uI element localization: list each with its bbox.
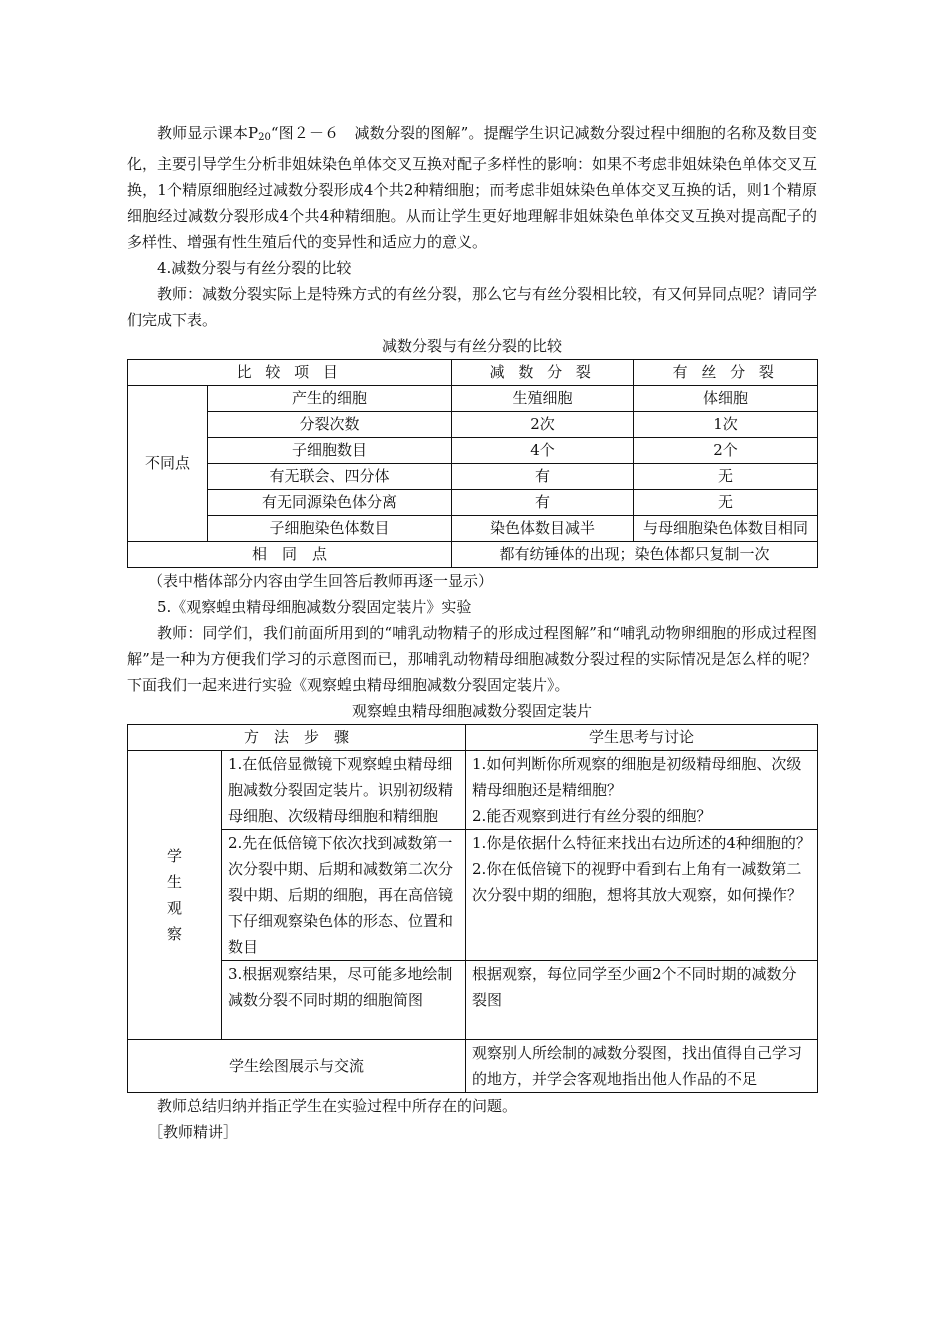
table-cell: 染色体数目减半 [452,516,634,542]
table-row [128,386,818,412]
closing-text: 教师总结归纳并指正学生在实验过程中所存在的问题。 [157,1097,518,1115]
discussion-line: 根据观察，每位同学至少画2个不同时期的减数分裂图 [472,965,797,1009]
group-label-vertical [128,751,222,1040]
table-cell: 子细胞染色体数目 [208,516,452,542]
same-label: 相 同 点 [128,542,452,568]
discussion-cell [466,830,818,961]
intro-paragraph [127,120,817,255]
table-header: 方 法 步 骤 [128,725,466,751]
table-cell: 产生的细胞 [208,386,452,412]
intro-page-sub: 20 [258,132,271,143]
table-note: （表中楷体部分内容由学生回答后教师再逐一显示） [148,572,494,590]
table-cell: 有 [452,464,634,490]
discussion-cell [466,961,818,1040]
table-cell: 与母细胞染色体数目相同 [634,516,818,542]
table-cell: 4个 [452,438,634,464]
intro-rest: “图２－６ 减数分裂的图解”。提醒学生识记减数分裂过程中细胞的名称及数目变化，主要引导学生分析非姐妹染色单体交叉互换对配子多样性的影响：如果不考虑非姐妹染色单体交叉互换，1个精原细胞经过减数分裂形成4个共2种精细胞；而考虑非姐妹染色单体交叉互换的话，则1个精原细胞经过减数分裂形成4个共4种精细胞。从而让学生更好地理解非姐妹染色单体交叉互换对提高配子的多样性、增强有性生殖后代的变异性和适应力的意义。 [127,124,818,251]
section4-text: 教师：减数分裂实际上是特殊方式的有丝分裂，那么它与有丝分裂相比较，有又何异同点呢？请同学们完成下表。 [127,285,818,329]
table-row [128,542,818,568]
table-cell: 2个 [634,438,818,464]
table-row [128,360,818,386]
table-cell: 无 [634,464,818,490]
table-cell: 生殖细胞 [452,386,634,412]
table-cell: 子细胞数目 [208,438,452,464]
comparison-table [127,359,818,568]
table2-caption: 观察蝗虫精母细胞减数分裂固定装片 [351,702,592,720]
discussion-line: 2.你在低倍镜下的视野中看到右上角有一减数第二次分裂中期的细胞，想将其放大观察，如何操作？ [472,860,803,904]
group-char: 学 [166,847,182,865]
table-row [128,490,818,516]
table1-caption: 减数分裂与有丝分裂的比较 [381,337,562,355]
table-header: 减 数 分 裂 [452,360,634,386]
table-cell: 有无同源染色体分离 [208,490,452,516]
section5-heading: 5.《观察蝗虫精母细胞减数分裂固定装片》实验 [157,598,472,616]
table-header: 学生思考与讨论 [466,725,818,751]
table-row [128,751,818,830]
table-row [128,1040,818,1093]
document-page [127,120,817,1145]
table-row [128,412,818,438]
last-value: 观察别人所绘制的减数分裂图，找出值得自己学习的地方，并学会客观地指出他人作品的不足 [466,1040,818,1093]
table-header: 有 丝 分 裂 [634,360,818,386]
table-cell: 有 [452,490,634,516]
table-row [128,516,818,542]
discussion-line: 2.能否观察到进行有丝分裂的细胞？ [472,807,712,825]
section5-text: 教师：同学们，我们前面所用到的“哺乳动物精子的形成过程图解”和“哺乳动物卵细胞的形成过程图解”是一种为方便我们学习的示意图而已，那哺乳动物精母细胞减数分裂过程的实际情况是怎么样的呢？下面我们一起来进行实验《观察蝗虫精母细胞减数分裂固定装片》。 [127,624,817,694]
discussion-cell [466,751,818,830]
step-cell: 2.先在低倍镜下依次找到减数第一次分裂中期、后期和减数第二次分裂中期、后期的细胞，再在高倍镜下仔细观察染色体的形态、位置和数目 [222,830,466,961]
table-row [128,438,818,464]
table-cell: 无 [634,490,818,516]
table-header: 比 较 项 目 [128,360,452,386]
intro-prefix: 教师显示课本P [157,124,259,142]
table-row [128,830,818,961]
group-char: 察 [166,925,182,943]
step-cell: 3.根据观察结果，尽可能多地绘制减数分裂不同时期的细胞简图 [222,961,466,1040]
section4-heading: 4.减数分裂与有丝分裂的比较 [157,259,352,277]
table-row [128,725,818,751]
observation-table [127,724,818,1093]
table-row [128,464,818,490]
last-label: 学生绘图展示与交流 [128,1040,466,1093]
table-cell: 1次 [634,412,818,438]
step-cell: 1.在低倍显微镜下观察蝗虫精母细胞减数分裂固定装片。识别初级精母细胞、次级精母细胞和精细胞 [222,751,466,830]
table-cell: 有无联会、四分体 [208,464,452,490]
discussion-line: 1.你是依据什么特征来找出右边所述的4种细胞的？ [472,834,811,852]
discussion-line: 1.如何判断你所观察的细胞是初级精母细胞、次级精母细胞还是精细胞？ [472,755,802,799]
table-cell: 2次 [452,412,634,438]
group-char: 观 [166,899,182,917]
table-cell: 体细胞 [634,386,818,412]
table-row [128,961,818,1040]
group-label: 不同点 [128,386,208,542]
table-cell: 分裂次数 [208,412,452,438]
group-char: 生 [166,873,182,891]
same-value: 都有纺锤体的出现；染色体都只复制一次 [452,542,818,568]
bracket-heading: ［教师精讲］ [148,1123,239,1141]
